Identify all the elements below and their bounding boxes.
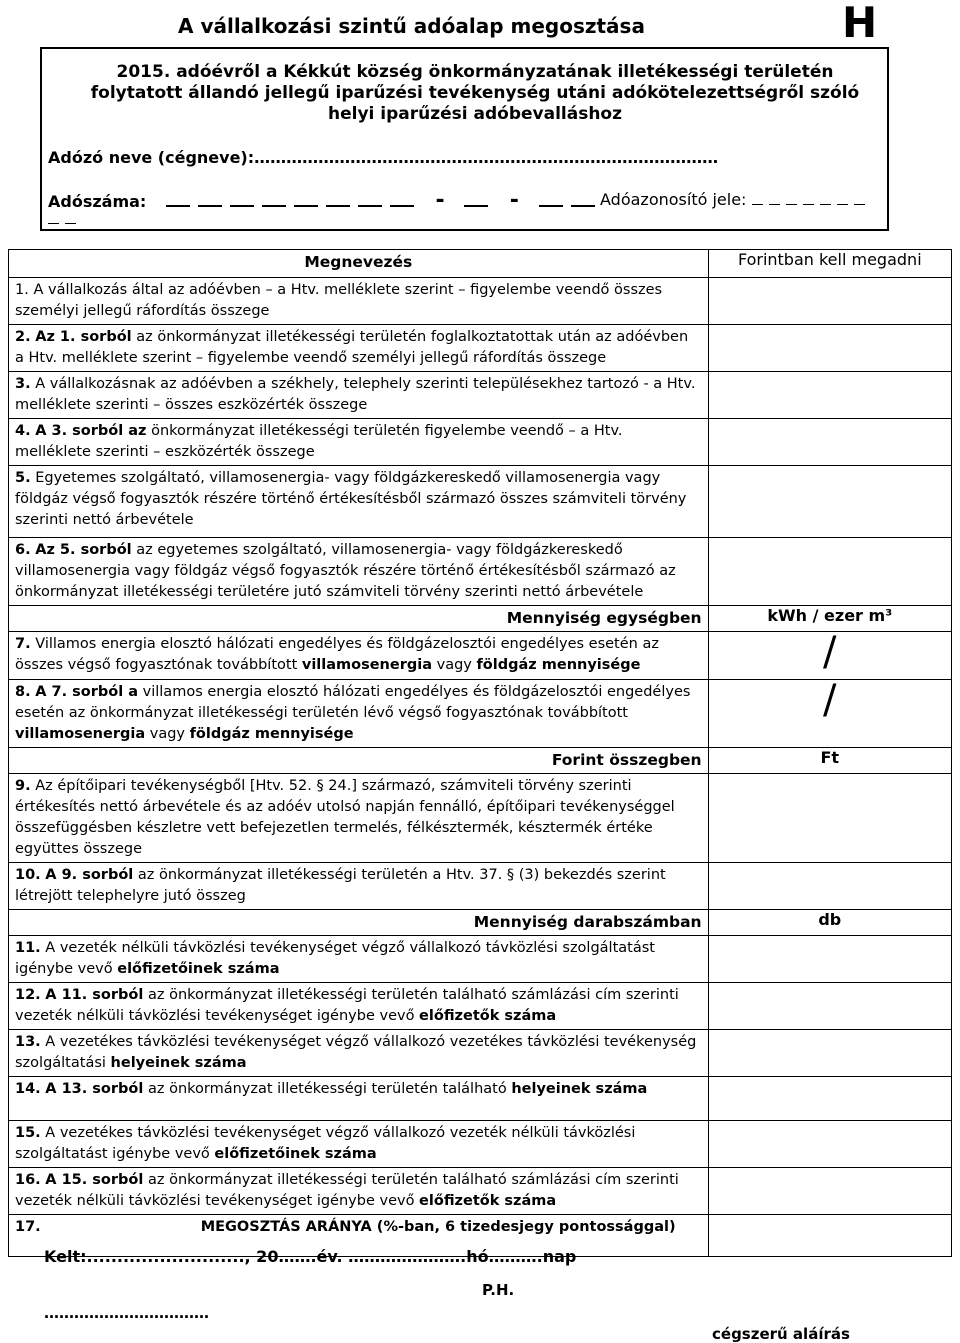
signature-dots: …………………………… [44,1304,209,1322]
tax-id-label: Adóazonosító jele: [600,190,747,209]
row-13-value[interactable] [708,1030,951,1077]
row-13: 13. A vezetékes távközlési tevékenységet végző vállalkozó vezetékes távközlési tevékenység szolgáltatási helyeinek száma [9,1030,709,1077]
tax-number-label: Adószáma: [48,192,147,211]
taxpayer-name-field[interactable]: Adózó neve (cégneve):…………………………………………………………………………… [48,148,719,167]
form-title: A vállalkozási szintű adóalap megosztása [178,14,645,38]
row-1: 1. A vállalkozás által az adóévben – a Htv. melléklete szerint – figyelembe veendő összes személyi jellegű ráfordítás összege [9,278,709,325]
row-3: 3. A vállalkozásnak az adóévben a székhely, telephely szerinti településekhez tartozó - a Htv. melléklete szerinti – összes eszközérték összege [9,372,709,419]
row-16-value[interactable] [708,1168,951,1215]
row-8-value[interactable]: / [708,680,951,748]
row-10-value[interactable] [708,863,951,910]
tax-number-separator: - [435,188,445,213]
row-15-value[interactable] [708,1121,951,1168]
section-qty-label: Mennyiség egységben [9,606,709,632]
row-9: 9. Az építőipari tevékenységből [Htv. 52. § 24.] származó, számviteli törvény szerinti értékesítés nettó árbevétele és az adóév utolsó napján fennálló, építőipari tevékenységgel összefüggésben készletre vett befejezetlen termelés, félkésztermék, késztermék értéke együttes összege [9,774,709,863]
col-header-name: Megnevezés [9,250,709,278]
row-2: 2. Az 1. sorból az önkormányzat illetékességi területén foglalkoztatottak után az adóévben a Htv. melléklete szerint – figyelembe veendő személyi jellegű ráfordítás összege [9,325,709,372]
row-16: 16. A 15. sorból az önkormányzat illetékességi területén található számlázási cím szerinti vezeték nélküli távközlési tevékenységet igénybe vevő előfizetők száma [9,1168,709,1215]
row-7: 7. Villamos energia elosztó hálózati engedélyes és földgázelosztói engedélyes esetén az összes végső fogyasztónak továbbított villamosenergia vagy földgáz mennyisége [9,632,709,680]
row-5: 5. Egyetemes szolgáltató, villamosenergia- vagy földgázkereskedő villamosenergia vagy földgáz végső fogyasztók részére történő értékesítésből származó összes számviteli törvény szerinti nettó árbevétele [9,466,709,538]
row-10: 10. A 9. sorból az önkormányzat illetékességi területén a Htv. 37. § (3) bekezdés szerint létrejött telephelyre jutó összeg [9,863,709,910]
section-count-unit: db [708,910,951,936]
row-5-value[interactable] [708,466,951,538]
row-14: 14. A 13. sorból az önkormányzat illetékességi területén található helyeinek száma [9,1077,709,1121]
row-4-value[interactable] [708,419,951,466]
date-line[interactable]: Kelt:.........................., 20…….év. ………………….hó……….nap [44,1247,577,1266]
row-7-value[interactable]: / [708,632,951,680]
signature-label: cégszerű aláírás [712,1325,850,1343]
row-11-value[interactable] [708,936,951,983]
section-forint-label: Forint összegben [9,748,709,774]
col-header-value: Forintban kell megadni [708,250,951,278]
row-6: 6. Az 5. sorból az egyetemes szolgáltató, villamosenergia- vagy földgázkereskedő villamosenergia vagy földgáz végső fogyasztók részére történő értékesítésből származó az önkormányzat illetékességi területére jutó számviteli törvény szerinti nettó árbevétele [9,538,709,606]
row-12-value[interactable] [708,983,951,1030]
section-count-label: Mennyiség darabszámban [9,910,709,936]
data-table [8,249,952,1257]
row-3-value[interactable] [708,372,951,419]
row-15: 15. A vezetékes távközlési tevékenységet végző vállalkozó vezeték nélküli távközlési szolgáltatást igénybe vevő előfizetőinek száma [9,1121,709,1168]
form-code: H [842,0,878,47]
row-9-value[interactable] [708,774,951,863]
row-12: 12. A 11. sorból az önkormányzat illetékességi területén található számlázási cím szerinti vezeték nélküli távközlési tevékenységet igénybe vevő előfizetők száma [9,983,709,1030]
section-forint-unit: Ft [708,748,951,774]
row-6-value[interactable] [708,538,951,606]
section-qty-unit: kWh / ezer m³ [708,606,951,632]
row-8: 8. A 7. sorból a villamos energia elosztó hálózati engedélyes és földgázelosztói engedélyes esetén az önkormányzat illetékességi területén lévő végső fogyasztónak továbbított villamosenergia vagy földgáz mennyisége [9,680,709,748]
tax-id-field[interactable] [600,190,871,209]
row-17-value[interactable] [708,1215,951,1257]
row-2-value[interactable] [708,325,951,372]
row-11: 11. A vezeték nélküli távközlési tevékenységet végző vállalkozó távközlési szolgáltatást igénybe vevő előfizetőinek száma [9,936,709,983]
form-subtitle: 2015. adóévről a Kékkút község önkormányzatának illetékességi területén folytatott állandó jellegű iparűzési tevékenység utáni adókötelezettségről szóló helyi iparűzési adóbevalláshoz [90,62,860,124]
row-1-value[interactable] [708,278,951,325]
row-17: 17. MEGOSZTÁS ARÁNYA (%-ban, 6 tizedesjegy pontossággal) [9,1215,709,1257]
tax-number-field[interactable] [48,188,603,213]
tax-id-continuation [48,211,82,228]
row-14-value[interactable] [708,1077,951,1121]
row-4: 4. A 3. sorból az önkormányzat illetékességi területén figyelembe veendő – a Htv. melléklete szerinti – eszközérték összege [9,419,709,466]
tax-number-separator-2: - [509,188,519,213]
stamp-placeholder: P.H. [482,1281,515,1299]
